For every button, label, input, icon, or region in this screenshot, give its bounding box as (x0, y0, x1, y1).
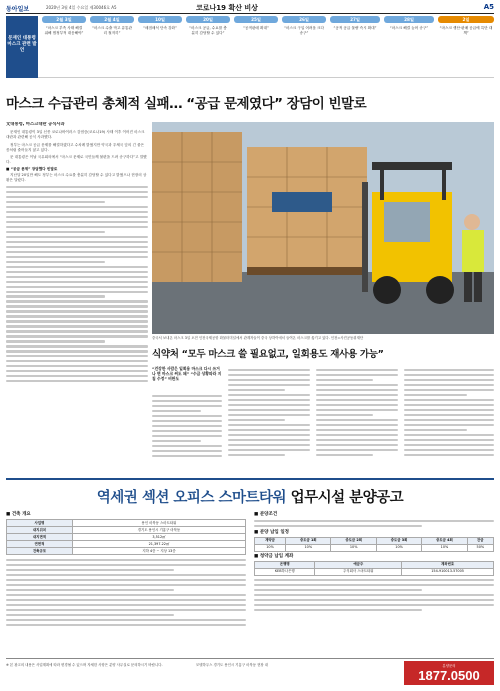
ad-notes: ※ 본 광고의 내용은 사업계획에 따라 변경될 수 있으며 자세한 사항은 분양 사무실로 문의하시기 바랍니다. (6, 663, 163, 667)
article-subheading: “건강한 사람은 일회용 마스크 다시 쓰거나 면 마스크 써도 돼” “수급 상황따라 지침 수정” 비판도 (152, 366, 222, 381)
article-paragraph: 정부는 마스크 공급 문제를 해결하겠다고 수차례 밝혔지만 약국과 우체국 앞의 긴 줄은 좀처럼 줄어들지 않고 있다. (6, 142, 145, 152)
phone-inquiry-box (404, 661, 494, 685)
timeline-item: 28일 “마스크 해결 늦어 송구” (384, 16, 434, 78)
article-second (152, 366, 494, 462)
article-body-lines (404, 366, 494, 462)
timeline-item: 25일 “공적판매 확대” (234, 16, 278, 78)
ad-fine-print (6, 559, 246, 626)
news-photo (152, 122, 494, 334)
article-body-lines (228, 366, 310, 462)
ad-footer (6, 658, 494, 686)
article-paragraph: 문재인 대통령이 3일 신종 코로나바이러스 감염증(코로나19) 사태 이후 이어진 마스크 대란과 관련해 공식 사과했다. (6, 130, 145, 140)
timeline-item-latest: 2일 “마스크 생산·판매 공급에 특단 대책” (439, 17, 493, 35)
newspaper-logo: 동아일보 (6, 6, 30, 13)
photo-caption: 중국서 보내온 마스크 3일 오전 인천국제공항 화물터미널에서 관계자들이 중국 상하이에서 들여온 마스크를 옮기고 있다. 인천=사진공동취재단 (152, 336, 364, 340)
article-byline: 文대통령, 마스크대란 공식사과 (6, 122, 65, 127)
article-body-lines (152, 392, 222, 462)
ad-section-heading: ■ 분양 납입 일정 (254, 529, 290, 535)
article-subheading: ■ “공급 문제” 장담했다 빈말로 (6, 167, 58, 172)
issue-date: 2020년 3월 4일 수요일 제30046호 A5 (46, 5, 117, 10)
newspaper-header (6, 3, 494, 14)
cargo-photo-illustration (152, 122, 494, 334)
payment-schedule-table: 계약금 중도금 1회 중도금 2회 중도금 3회 중도금 4회 잔금 10% 10% 10% 10% 10% 50% (254, 537, 494, 552)
timeline-label: 문재인 대통령 마스크 관련 발언 (6, 16, 38, 78)
sub-headline: 식약처 “모두 마스크 쓸 필요없고, 일회용도 재사용 가능” (152, 349, 384, 360)
ad-model-house: 모델하우스 경기도 용인시 기흥구 마북동 현장 내 (196, 663, 268, 667)
article-body-lines (316, 366, 398, 462)
overview-table: 사업명 용인 마북동 스마트타워 대지위치 경기도 용인시 기흥구 마북동 대지면적 3,512㎡ 연면적 21,397.22㎡ 건축규모 지하 4층 ~ 지상 13층 (6, 519, 246, 555)
article-paragraph: 문 대통령은 이날 국무회의에서 “마스크 문제로 국민들께 불편을 드려 송구하다”고 말했다. (6, 155, 147, 165)
ad-sale-conditions (254, 510, 494, 650)
main-headline: 마스크 수급관리 총체적 실패… “공급 문제였다” 장담이 빈말로 (6, 96, 367, 112)
ad-section-heading: ■ 청약금 납입 계좌 (254, 553, 294, 559)
article-left-column (6, 122, 148, 462)
timeline-item: 27일 “공적 공급 물량 즉시 확대” (330, 16, 380, 78)
phone-label: 분양문의 (442, 664, 456, 668)
page-number: A5 (483, 3, 494, 11)
timeline-item: 2월 3일 “마스크 부족 사태 해결 위해 범정부적 대응해야” (42, 16, 86, 78)
phone-number: 1877.0500 (418, 668, 480, 683)
ad-section-heading: ■ 분양조건 (254, 512, 278, 517)
section-title: 코로나19 확산 비상 (196, 4, 258, 12)
timeline-band (6, 16, 494, 78)
timeline-item: 26일 “마스크 구입 어려움 크다 송구” (284, 17, 325, 35)
ad-title: 역세권 섹션 오피스 스마트타워 업무시설 분양공고 (96, 490, 404, 506)
article-body-lines (6, 186, 148, 383)
timeline-item: 10일 “매점매석 단속 강화” (138, 16, 182, 78)
ad-fine-print (254, 579, 494, 611)
account-table: 은행명 예금주 계좌번호 KEB하나은행 주식회사 스마트타워 154-910013-57005 (254, 561, 494, 576)
real-estate-ad (6, 478, 494, 688)
timeline-item: 20일 “마스크 공급, 수요를 충분히 감당할 수 있다” (186, 16, 230, 78)
timeline-item: 2월 4일 “마스크 수출 막고 유통관리 철저히” (92, 17, 133, 35)
article-paragraph: 지난달 20일만 해도 정부는 마스크 수요를 충분히 감당할 수 있다고 밝혔으나 현장의 상황은 달랐다. (6, 172, 147, 182)
ad-section-heading: ■ 건축 개요 (6, 512, 31, 517)
ad-building-overview (6, 510, 246, 650)
